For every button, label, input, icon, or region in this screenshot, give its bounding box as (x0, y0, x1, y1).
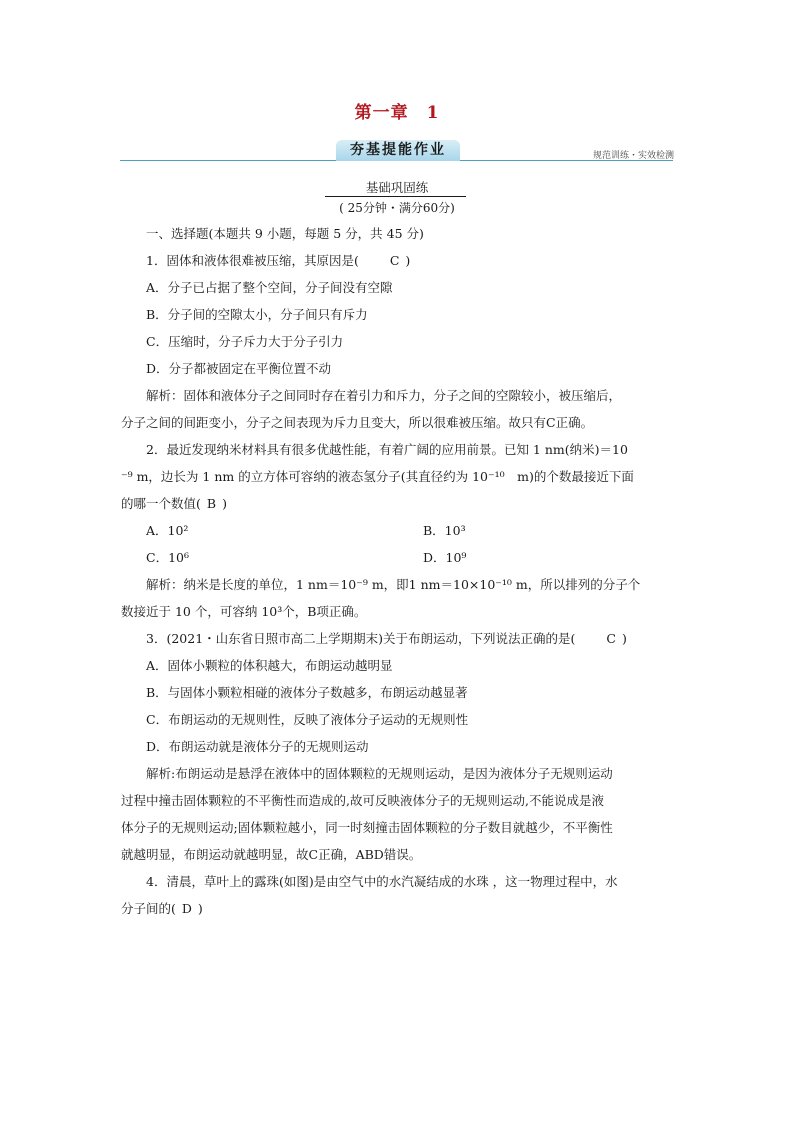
question-2-option-a: A．10² (146, 523, 189, 538)
question-2-analysis-line-1: 解析：纳米是长度的单位，1 nm＝10⁻⁹ m，即1 nm＝10×10⁻¹⁰ m，所以排列的分子个 (146, 577, 641, 592)
question-2-options-row-1 (121, 517, 675, 544)
question-3-answer: C (606, 631, 616, 646)
question-2-answer: B (206, 496, 217, 511)
question-1-paren: ) (405, 253, 411, 268)
question-1-option-c: C．压缩时，分子斥力大于分子引力 (146, 334, 344, 349)
question-3-option-b: B．与固体小颗粒相碰的液体分子数越多，布朗运动越显著 (146, 685, 468, 700)
banner-tagline: 规范训练・实效检测 (592, 151, 674, 161)
question-1-analysis-line-2: 分子之间的间距变小，分子之间表现为斥力且变大，所以很难被压缩。故只有C正确。 (121, 415, 594, 430)
question-2-options-row-2 (121, 544, 675, 571)
question-3-paren: ) (621, 631, 627, 646)
question-3-text: 3．(2021・山东省日照市高二上学期期末)关于布朗运动，下列说法正确的是( (146, 631, 576, 646)
question-1-option-b: B．分子间的空隙太小，分子间只有斥力 (146, 307, 368, 322)
question-4-paren: ) (197, 901, 203, 916)
question-2-analysis-line-2: 数接近于 10 个，可容纳 10³个，B项正确。 (121, 604, 367, 619)
question-1-analysis-line-1: 解析：固体和液体分子之间同时存在着引力和斥力，分子之间的空隙较小，被压缩后， (146, 388, 622, 403)
question-3-analysis-line-4: 就越明显，布朗运动就越明显，故C正确，ABD错误。 (121, 847, 422, 862)
question-2-stem-line-1: 2．最近发现纳米材料具有很多优越性能，有着广阔的应用前景。已知 1 nm(纳米)＝10 (146, 442, 628, 457)
chapter-title: 第一章 1 (354, 103, 440, 123)
question-3-option-d: D．布朗运动就是液体分子的无规则运动 (146, 739, 369, 754)
question-3-analysis-line-2: 过程中撞击固体颗粒的不平衡性而造成的,故可反映液体分子的无规则运动,不能说成是液 (121, 793, 604, 808)
part-heading: 一、选择题(本题共 9 小题，每题 5 分，共 45 分) (146, 226, 424, 241)
question-1-answer: C (389, 253, 400, 268)
homework-banner: 夯基提能作业 (336, 140, 460, 161)
question-2-text: 的哪一个数值( (121, 496, 201, 511)
question-4-answer: D (181, 901, 192, 916)
question-3-analysis-line-1: 解析:布朗运动是悬浮在液体中的固体颗粒的无规则运动，是因为液体分子无规则运动 (146, 766, 613, 781)
question-content (121, 220, 675, 922)
section-title-underline (325, 196, 466, 197)
question-4-stem-line-1: 4．清晨，草叶上的露珠(如图)是由空气中的水汽凝结成的水珠 ，这一物理过程中，水 (146, 874, 618, 889)
question-3-analysis-line-3: 体分子的无规则运动;固体颗粒越小，同一时刻撞击固体颗粒的分子数目就越少，不平衡性 (121, 820, 613, 835)
question-2-stem-line-3 (121, 490, 675, 517)
question-3-stem (121, 625, 675, 652)
question-2-stem-line-2: ⁻⁹ m，边长为 1 nm 的立方体可容纳的液态氢分子(其直径约为 10⁻¹⁰ m)的个数最接近下面 (121, 469, 634, 484)
question-2-option-b: B．10³ (423, 523, 466, 538)
question-2-paren: ) (222, 496, 227, 511)
question-2-option-c: C．10⁶ (146, 550, 189, 565)
section-subtitle: ( 25分钟・满分60分) (339, 201, 455, 215)
question-1-option-a: A．分子已占据了整个空间，分子间没有空隙 (146, 280, 393, 295)
question-2-option-d: D．10⁹ (423, 550, 467, 565)
question-1-text: 1．固体和液体很难被压缩，其原因是( (146, 253, 359, 268)
question-4-text: 分子间的( (121, 901, 176, 916)
section-title: 基础巩固练 (365, 180, 429, 195)
question-3-option-a: A．固体小颗粒的体积越大，布朗运动越明显 (146, 658, 393, 673)
question-3-option-c: C．布朗运动的无规则性，反映了液体分子运动的无规则性 (146, 712, 469, 727)
question-1-stem (121, 247, 675, 274)
question-4-stem-line-2 (121, 895, 675, 922)
question-1-option-d: D．分子都被固定在平衡位置不动 (146, 361, 332, 376)
